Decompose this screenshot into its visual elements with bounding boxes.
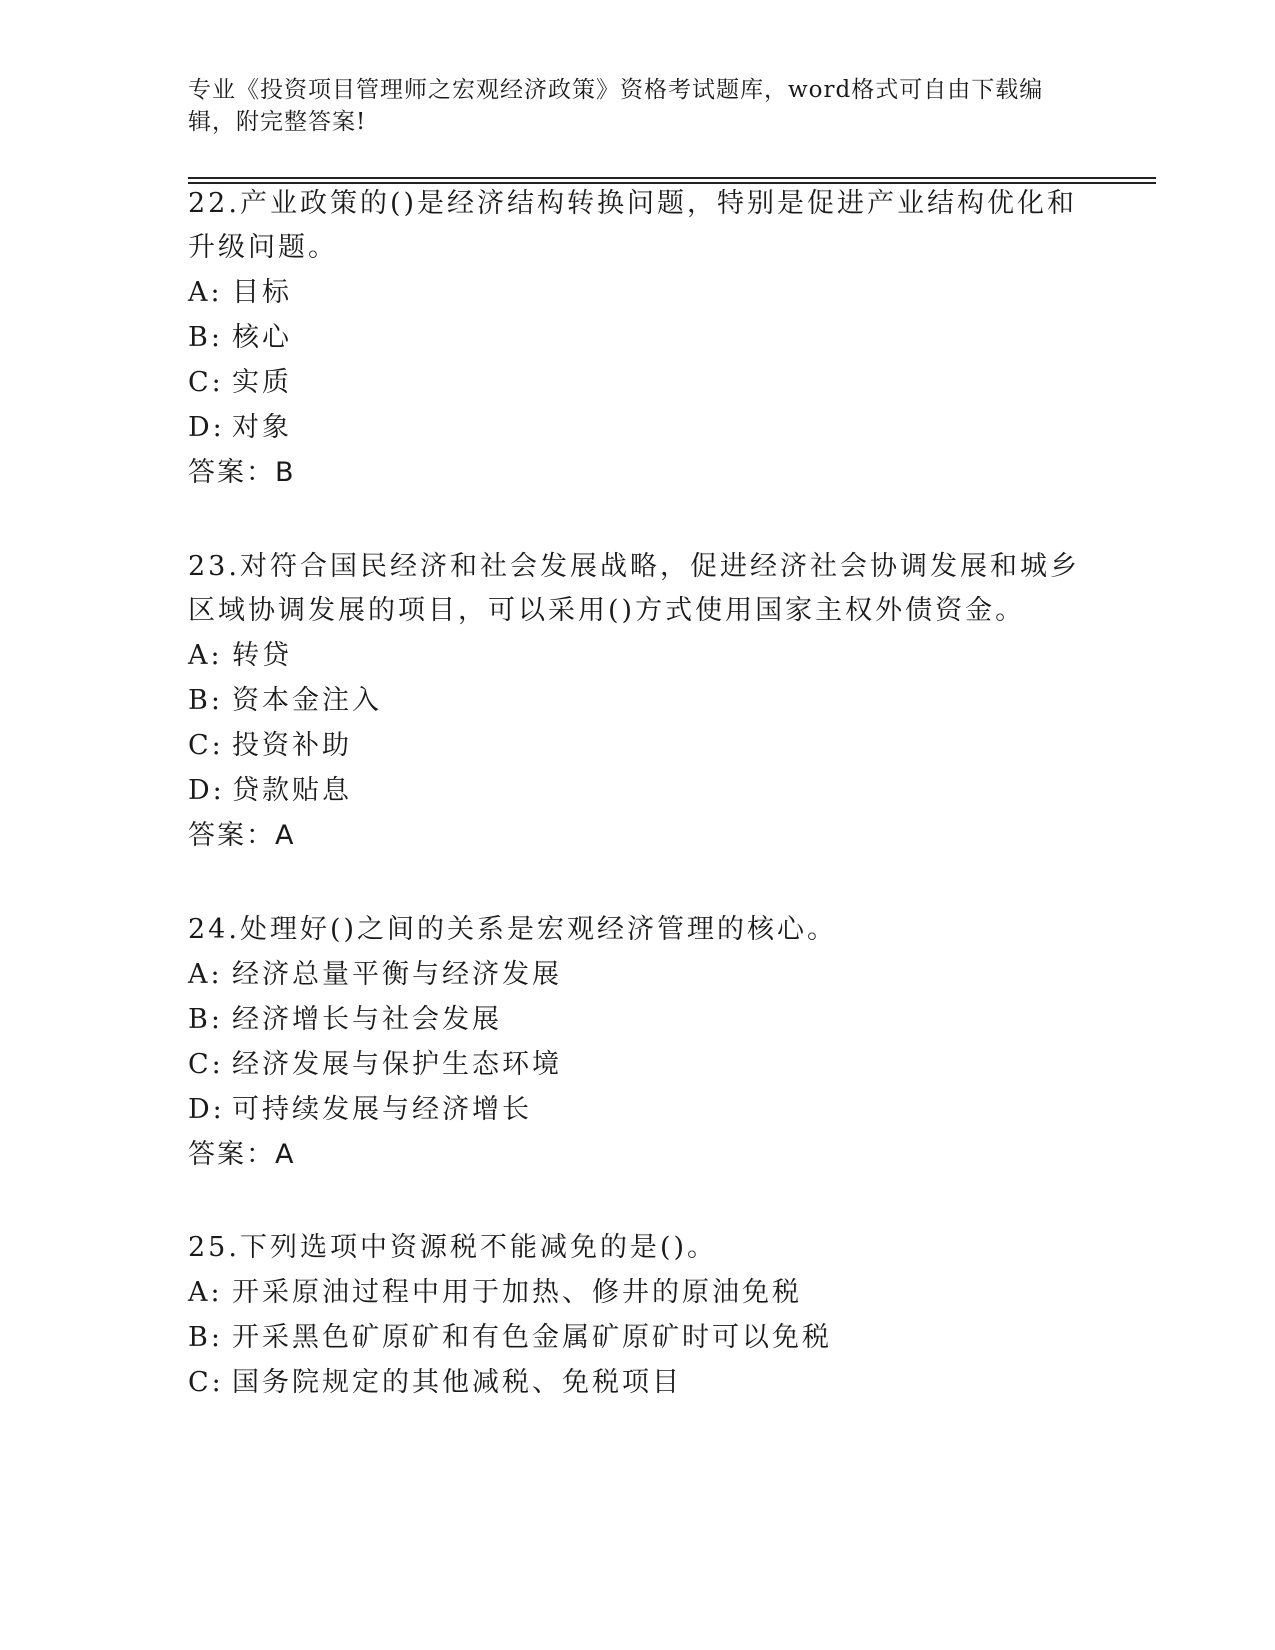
answer-line: 答案：B [188,457,296,488]
option-a: A: 开采原油过程中用于加热、修井的原油免税 [188,1277,802,1308]
option-c: C: 经济发展与保护生态环境 [188,1049,562,1080]
question-24 [188,908,1088,1177]
option-c: C: 国务院规定的其他减税、免税项目 [188,1367,682,1398]
option-c: C: 实质 [188,367,292,398]
option-d: D: 可持续发展与经济增长 [188,1094,532,1125]
option-d: D: 贷款贴息 [188,775,352,806]
answer-line: 答案：A [188,820,296,851]
option-d: D: 对象 [188,412,292,443]
answer-line: 答案：A [188,1139,296,1170]
question-22 [188,182,1088,495]
header-divider-top [188,177,1156,179]
question-stem: 22.产业政策的()是经济结构转换问题，特别是促进产业结构优化和升级问题。 [188,188,1078,263]
option-b: B: 经济增长与社会发展 [188,1004,502,1035]
question-23 [188,545,1088,858]
option-a: A: 转贷 [188,640,292,671]
option-a: A: 目标 [188,277,292,308]
option-b: B: 资本金注入 [188,685,382,716]
option-c: C: 投资补助 [188,730,352,761]
option-a: A: 经济总量平衡与经济发展 [188,959,562,990]
question-stem: 25.下列选项中资源税不能减免的是()。 [188,1232,718,1263]
question-stem: 24.处理好()之间的关系是宏观经济管理的核心。 [188,914,838,945]
document-intro: 专业《投资项目管理师之宏观经济政策》资格考试题库，word格式可自由下载编辑，附完整答案! [188,77,1044,135]
option-b: B: 开采黑色矿原矿和有色金属矿原矿时可以免税 [188,1322,832,1353]
option-b: B: 核心 [188,322,292,353]
question-25 [188,1226,1088,1405]
question-stem: 23.对符合国民经济和社会发展战略，促进经济社会协调发展和城乡区域协调发展的项目，可以采用()方式使用国家主权外债资金。 [188,551,1080,626]
